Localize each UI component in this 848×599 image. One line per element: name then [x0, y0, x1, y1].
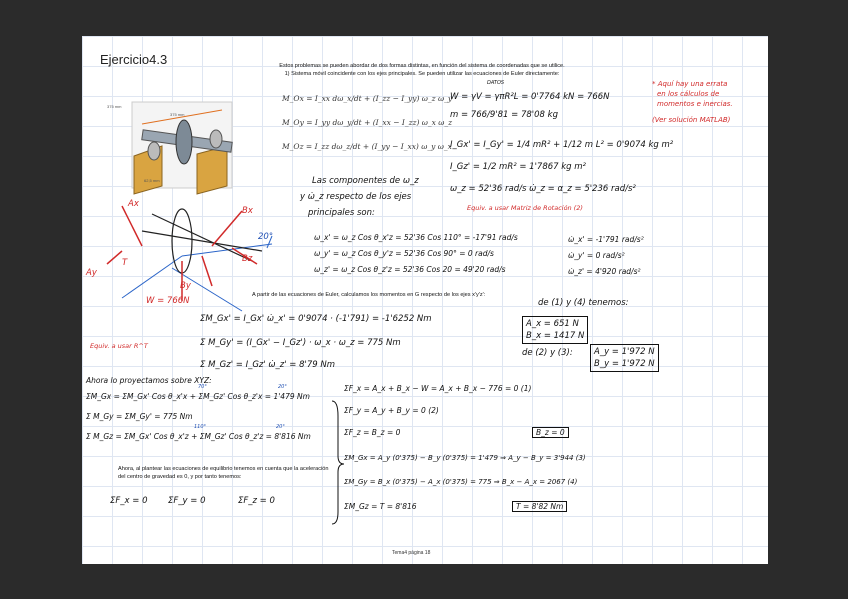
equilibrium-text-1: Ahora, al plantear las ecuaciones de equilibrio tenemos en cuenta que la aceleración	[118, 466, 329, 472]
intro-line-1: Estos problemas se pueden abordar de dos formas distintas, en función del sistema de coordenadas que se utilice.	[279, 63, 565, 69]
projected-moment-z: Σ M_Gz = ΣM_Gx' Cos θ_x'z + ΣM_Gz' Cos θ_z'z = 8'816 Nm	[86, 432, 311, 441]
euler-eq-z: M_Oz = I_zz dω_z/dt + (I_yy − I_xx) ω_y ω_x	[282, 142, 452, 151]
label-ay: Ay	[86, 268, 97, 278]
force-z-eq: ΣF_z = B_z = 0	[344, 428, 401, 437]
solution-box-2	[590, 344, 659, 372]
omega-y-component: ω_y' = ω_z Cos θ_y'z = 52'36 Cos 90° = 0 rad/s	[314, 249, 494, 258]
solutions-heading-1: de (1) y (4) tenemos:	[538, 298, 629, 308]
label-weight: W = 766N	[146, 296, 190, 306]
force-x-eq: ΣF_x = A_x + B_x − W = A_x + B_x − 776 = 0 (1)	[344, 384, 532, 393]
sum-fx: ΣF_x = 0	[110, 496, 148, 506]
label-bz: Bz	[242, 254, 253, 264]
solution-box-1	[522, 316, 588, 344]
page-footer: Tema4 página 18	[392, 550, 431, 556]
solution-bx: B_x = 1417 N	[526, 331, 585, 341]
inertia-z-eq: I_Gz' = 1/2 mR² = 1'7867 kg m²	[450, 162, 586, 172]
force-y-eq: ΣF_y = A_y + B_y = 0 (2)	[344, 406, 439, 415]
euler-caption: A partir de las ecuaciones de Euler, calculamos los momentos en G respecto de los ejes x'y'z':	[252, 292, 486, 298]
euler-eq-x: M_Ox = I_xx dω_x/dt + (I_zz − I_yy) ω_z ω_y	[282, 94, 453, 103]
dim-label-2: 375 mm	[170, 112, 185, 117]
note-line-3: momentos e inercias.	[657, 100, 733, 108]
components-heading-3: principales son:	[308, 208, 375, 218]
angle-note-4: 20°	[276, 424, 285, 430]
bracket	[332, 401, 344, 524]
label-by: By	[180, 281, 191, 291]
moment-z-eq: ΣM_Gz = T = 8'816	[344, 502, 417, 511]
moment-gy-prime: Σ M_Gy' = (I_Gx' − I_Gz') · ω_x · ω_z = 775 Nm	[200, 338, 401, 348]
note-line-4: (Ver solución MATLAB)	[652, 116, 731, 124]
omega-eq: ω_z = 52'36 rad/s ω̇_z = α_z = 5'236 rad/s²	[450, 184, 636, 194]
data-label: DATOS	[487, 80, 505, 86]
moment-gx-prime: ΣM_Gx' = I_Gx' ω̇_x' = 0'9074 · (-1'791) = -1'6252 Nm	[200, 314, 432, 324]
alpha-z-component: ω̇_z' = 4'920 rad/s²	[568, 267, 641, 276]
euler-eq-y: M_Oy = I_yy dω_y/dt + (I_xx − I_zz) ω_x ω_z	[282, 118, 453, 127]
angle-note-3: 110°	[194, 424, 207, 430]
solution-by: B_y = 1'972 N	[594, 359, 655, 369]
omega-z-component: ω_z' = ω_z Cos θ_z'z = 52'36 Cos 20 = 49'20 rad/s	[314, 265, 506, 274]
dim-label-3: 62,5 mm	[144, 178, 160, 183]
solutions-heading-2: de (2) y (3):	[522, 348, 573, 358]
sum-fy: ΣF_y = 0	[168, 496, 206, 506]
equiv-rt-note: Equiv. a usar R^T	[90, 342, 148, 350]
dim-label-1: 375 mm	[107, 104, 122, 109]
note-line-2: en los cálculos de	[657, 90, 720, 98]
components-heading-1: Las componentes de ω_z	[312, 176, 419, 186]
moment-x-eq: ΣM_Gx = A_y (0'375) − B_y (0'375) = 1'479 ⇒ A_y − B_y = 3'944 (3)	[344, 454, 586, 462]
page-title: Ejercicio4.3	[100, 52, 168, 67]
note-line-1: * Aquí hay una errata	[652, 80, 728, 88]
weight-eq: W = γV = γπR²L = 0'7764 kN = 766N	[450, 92, 610, 102]
bz-result: B_z = 0	[532, 427, 569, 438]
moment-gz-prime: Σ M_Gz' = I_Gz' ω̇_z' = 8'79 Nm	[200, 360, 336, 370]
label-angle: 20°	[258, 232, 274, 242]
angle-note-1: 70°	[198, 384, 207, 390]
label-bx: Bx	[242, 206, 253, 216]
components-heading-2: y ω̇_z respecto de los ejes	[300, 192, 412, 202]
equilibrium-text-2: del centro de gravedad es 0, y por tanto tenemos:	[118, 474, 242, 480]
torque-result: T = 8'82 Nm	[512, 501, 567, 512]
sum-fz: ΣF_z = 0	[238, 496, 275, 506]
equiv-note: Equiv. a usar Matriz de Rotación (2)	[467, 204, 583, 212]
inertia-x-eq: I_Gx' = I_Gy' = 1/4 mR² + 1/12 m L² = 0'9074 kg m²	[450, 140, 674, 150]
angle-note-2: 20°	[278, 384, 287, 390]
solution-ax: A_x = 651 N	[526, 319, 579, 329]
document-page	[82, 36, 768, 564]
intro-line-2: 1) Sistema móvil coincidente con los ejes principales. Se pueden utilizar las ecuaciones de Euler directamente:	[284, 71, 560, 77]
mass-eq: m = 766/9'81 = 78'08 kg	[450, 110, 558, 120]
solution-ay: A_y = 1'972 N	[594, 347, 655, 357]
label-t: T	[122, 258, 128, 268]
alpha-y-component: ω̇_y' = 0 rad/s²	[568, 251, 625, 260]
moment-y-eq: ΣM_Gy = B_x (0'375) − A_x (0'375) = 775 ⇒ B_x − A_x = 2067 (4)	[344, 478, 578, 486]
projected-moment-y: Σ M_Gy = ΣM_Gy' = 775 Nm	[86, 412, 193, 421]
label-ax: Ax	[128, 199, 139, 209]
omega-x-component: ω_x' = ω_z Cos θ_x'z = 52'36 Cos 110° = -17'91 rad/s	[314, 233, 518, 242]
projected-moment-x: ΣM_Gx = ΣM_Gx' Cos θ_x'x + ΣM_Gz' Cos θ_z'x = 1'479 Nm	[86, 392, 310, 401]
alpha-x-component: ω̇_x' = -1'791 rad/s²	[568, 235, 644, 244]
project-heading: Ahora lo proyectamos sobre XYZ:	[86, 376, 212, 385]
